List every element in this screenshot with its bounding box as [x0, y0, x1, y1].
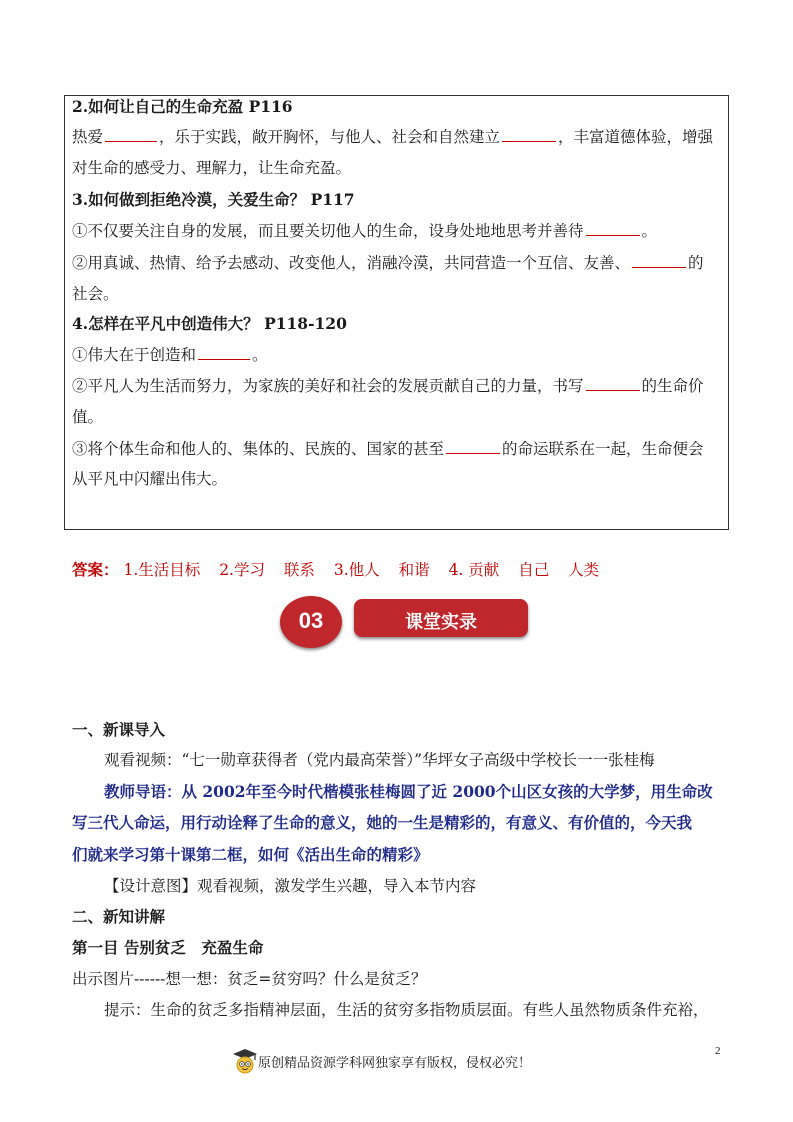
hint-line: 提示：生命的贫乏多指精神层面，生活的贫穷多指物质层面。有些人虽然物质条件充裕，	[104, 1001, 709, 1019]
section-number-badge: 03	[280, 596, 342, 648]
answer-item: 2.学习	[219, 561, 265, 579]
question-3-line-1: ①不仅要关注自身的发展，而且要关切他人的生命，设身处地地思考并善待 。	[72, 222, 658, 240]
question-4-title: 4.怎样在平凡中创造伟大？ P118-120	[72, 314, 347, 333]
question-4-line-1: ①伟大在于创造和 。	[72, 346, 268, 364]
page-number: 2	[715, 1045, 721, 1057]
section-banner	[280, 596, 540, 652]
question-2-line-2: 对生命的感受力、理解力，让生命充盈。	[72, 159, 352, 177]
copyright-text: 原创精品资源学科网独家享有版权，侵权必究！	[258, 1056, 532, 1071]
fill-blank[interactable]	[105, 127, 157, 142]
fill-blank[interactable]	[586, 376, 640, 391]
question-4-line-5: 从平凡中闪耀出伟大。	[72, 470, 228, 488]
question-2-title: 2.如何让自己的生命充盈 P116	[72, 97, 293, 116]
question-4-line-3: 值。	[72, 408, 104, 426]
teacher-intro-line-1: 教师导语：从 2002年至今时代楷模张桂梅圆了近 2000个山区女孩的大学梦，用生命改	[104, 782, 713, 801]
video-line: 观看视频：“七一勋章获得者（党内最高荣誉）”华坪女子高级中学校长一一张桂梅	[104, 751, 655, 769]
fill-blank[interactable]	[502, 127, 556, 142]
answer-item: 联系	[283, 561, 315, 579]
scholar-face-icon	[232, 1048, 258, 1074]
fill-blank[interactable]	[586, 221, 640, 236]
design-intent: 【设计意图】观看视频，激发学生兴趣，导入本节内容	[104, 877, 477, 895]
answer-item: 3.他人	[333, 561, 380, 579]
subheading-item-1: 第一目 告别贫乏 充盈生命	[72, 938, 264, 957]
answer-key	[72, 560, 613, 580]
heading-new-lesson-intro: 一、新课导入	[72, 720, 166, 739]
answer-item: 1.生活目标	[123, 561, 201, 579]
question-2-line-1: 热爱 ，乐于实践，敞开胸怀，与他人、社会和自然建立 ，丰富道德体验，增强	[72, 128, 714, 146]
teacher-intro-line-2: 写三代人命运，用行动诠释了生命的意义，她的一生是精彩的，有意义、有价值的，今天我	[72, 813, 693, 832]
question-3-title: 3.如何做到拒绝冷漠，关爱生命？ P117	[72, 190, 355, 209]
fill-blank[interactable]	[632, 253, 686, 268]
question-3-line-2: ②用真诚、热情、给予去感动、改变他人，消融冷漠，共同营造一个互信、友善、 的	[72, 254, 704, 272]
answer-item: 4. 贡献	[448, 561, 500, 579]
question-3-line-3: 社会。	[72, 285, 119, 303]
answer-item: 和谐	[398, 561, 430, 579]
question-4-line-2: ②平凡人为生活而努力，为家族的美好和社会的发展贡献自己的力量，书写 的生命价	[72, 377, 704, 395]
answer-label: 答案：	[72, 560, 119, 579]
fill-blank[interactable]	[446, 439, 500, 454]
show-picture-line: 出示图片------想一想：贫乏=贫穷吗？什么是贫乏？	[72, 970, 427, 988]
answer-item: 自己	[518, 561, 550, 579]
answer-item: 人类	[568, 561, 600, 579]
question-4-line-4: ③将个体生命和他人的、集体的、民族的、国家的甚至 的命运联系在一起，生命便会	[72, 440, 704, 458]
section-title-pill: 课堂实录	[354, 599, 528, 637]
heading-new-knowledge: 二、新知讲解	[72, 907, 166, 926]
teacher-intro-line-3: 们就来学习第十课第二框，如何《活出生命的精彩》	[72, 845, 429, 864]
fill-blank[interactable]	[198, 345, 250, 360]
